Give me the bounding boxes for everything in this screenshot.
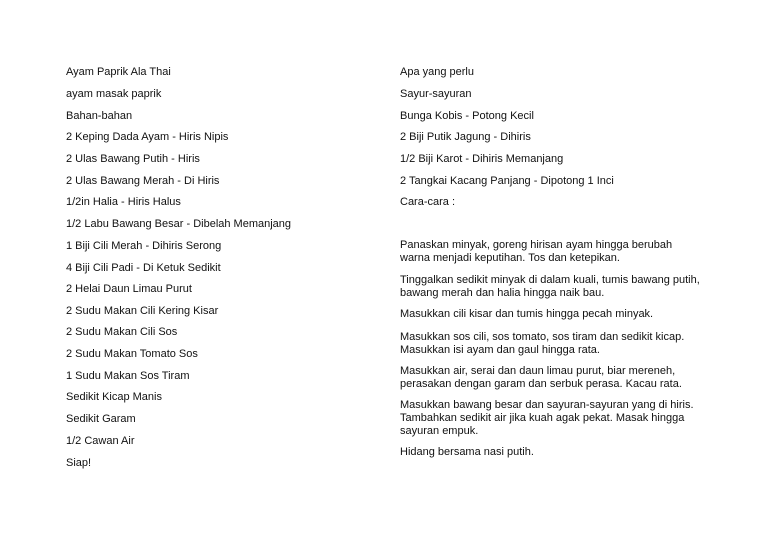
vegetable-line: Bunga Kobis - Potong Kecil (400, 110, 534, 122)
step-line: Masukkan bawang besar dan sayuran-sayuran yang di hiris. (400, 399, 694, 411)
method-step (400, 365, 710, 391)
method-step (400, 308, 710, 321)
vegetable-line: 1/2 Biji Karot - Dihiris Memanjang (400, 153, 564, 165)
step-line: perasakan dengan garam dan serbuk perasa. Kacau rata. (400, 378, 682, 390)
recipe-title: Ayam Paprik Ala Thai (66, 66, 171, 78)
vegetable-line: 2 Tangkai Kacang Panjang - Dipotong 1 Inci (400, 175, 614, 187)
step-line: Tinggalkan sedikit minyak di dalam kuali, tumis bawang putih, (400, 274, 700, 286)
step-line: Masukkan cili kisar dan tumis hingga pecah minyak. (400, 308, 654, 320)
ingredient-line: 4 Biji Cili Padi - Di Ketuk Sedikit (66, 262, 221, 274)
step-line: bawang merah dan halia hingga naik bau. (400, 287, 605, 299)
ingredient-line: 1/2 Cawan Air (66, 435, 135, 447)
ingredient-line: 2 Sudu Makan Tomato Sos (66, 348, 198, 360)
ingredients-heading: Bahan-bahan (66, 110, 133, 122)
ingredient-line: Sedikit Kicap Manis (66, 391, 162, 403)
step-line: Panaskan minyak, goreng hirisan ayam hingga berubah (400, 239, 673, 251)
ingredient-line: Siap! (66, 457, 92, 469)
step-line: warna menjadi keputihan. Tos dan ketepikan. (400, 252, 620, 264)
step-line: Masukkan sos cili, sos tomato, sos tiram dan sedikit kicap. (400, 331, 685, 343)
ingredient-line: 2 Sudu Makan Cili Kering Kisar (66, 305, 219, 317)
ingredient-line: Sedikit Garam (66, 413, 136, 425)
ingredient-line: 1 Biji Cili Merah - Dihiris Serong (66, 240, 222, 252)
step-line: Masukkan air, serai dan daun limau purut, biar mereneh, (400, 365, 676, 377)
step-line: Masukkan isi ayam dan gaul hingga rata. (400, 344, 600, 356)
step-line: Hidang bersama nasi putih. (400, 446, 534, 458)
vegetables-heading: Sayur-sayuran (400, 88, 472, 100)
ingredient-line: 1/2in Halia - Hiris Halus (66, 196, 181, 208)
ingredient-line: 2 Keping Dada Ayam - Hiris Nipis (66, 131, 229, 143)
method-step (400, 331, 710, 357)
method-step (400, 399, 710, 438)
step-line: sayuran empuk. (400, 425, 479, 437)
ingredient-line: 1 Sudu Makan Sos Tiram (66, 370, 190, 382)
vegetable-line: 2 Biji Putik Jagung - Dihiris (400, 131, 531, 143)
method-heading: Cara-cara : (400, 196, 456, 208)
step-line: Tambahkan sedikit air jika kuah agak pekat. Masak hingga (400, 412, 685, 424)
recipe-subtitle: ayam masak paprik (66, 88, 162, 100)
needs-heading: Apa yang perlu (400, 66, 474, 78)
ingredient-line: 2 Sudu Makan Cili Sos (66, 326, 178, 338)
ingredient-line: 2 Ulas Bawang Merah - Di Hiris (66, 175, 220, 187)
method-step (400, 446, 710, 459)
ingredient-line: 1/2 Labu Bawang Besar - Dibelah Memanjang (66, 218, 292, 230)
ingredient-line: 2 Helai Daun Limau Purut (66, 283, 192, 295)
method-step (400, 274, 710, 300)
ingredient-line: 2 Ulas Bawang Putih - Hiris (66, 153, 200, 165)
method-step (400, 239, 710, 265)
